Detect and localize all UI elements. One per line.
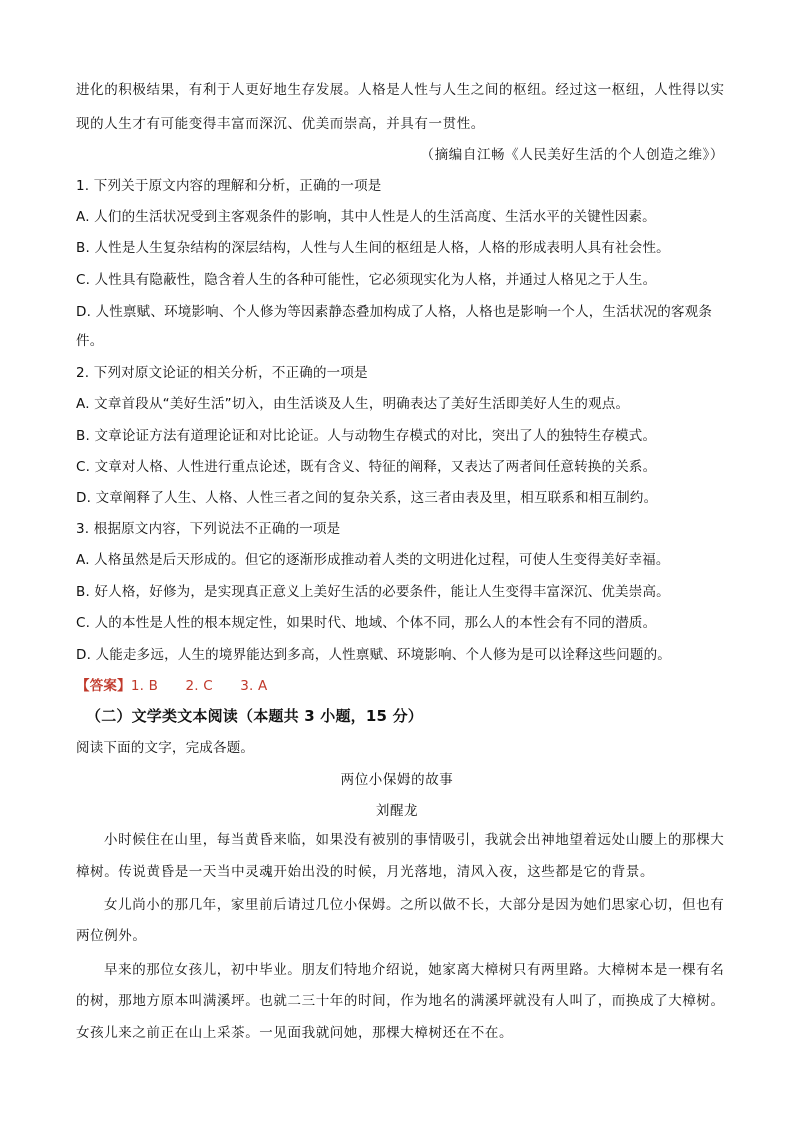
section-instruction: 阅读下面的文字，完成各题。 [76,740,255,756]
question-1-option-a: A. 人们的生活状况受到主客观条件的影响，其中人性是人的生活高度、生活水平的关键性因素。 [76,209,656,225]
question-2-stem: 2. 下列对原文论证的相关分析，不正确的一项是 [76,365,368,381]
answer-line [76,676,267,696]
question-2-option-c: C. 文章对人格、人性进行重点论述，既有含义、特征的阐释，又表达了两者间任意转换的关系。 [76,459,657,475]
question-3-option-a: A. 人格虽然是后天形成的。但它的逐渐形成推动着人类的文明进化过程，可使人生变得美好幸福。 [76,552,670,568]
story-paragraph-line: 女儿尚小的那几年，家里前后请过几位小保姆。之所以做不长，大部分是因为她们思家心切，但也有 [104,897,725,913]
question-2-option-a: A. 文章首段从“美好生活”切入，由生活谈及人生，明确表达了美好生活即美好人生的观点。 [76,396,630,412]
answer-values: 1. B 2. C 3. A [130,678,268,694]
section-title: （二）文学类文本阅读（本题共 3 小题，15 分） [86,707,423,725]
story-paragraph-line: 两位例外。 [76,928,147,944]
story-paragraph-line: 樟树。传说黄昏是一天当中灵魂开始出没的时候，月光落地，清风入夜，这些都是它的背景。 [76,864,655,880]
passage-line: 进化的积极结果，有利于人更好地生存发展。人格是人性与人生之间的枢纽。经过这一枢纽，人性得以实 [76,82,725,98]
story-paragraph-line: 女孩儿来之前正在山上采茶。一见面我就问她，那棵大樟树还在不在。 [76,1025,514,1041]
question-1-option-b: B. 人性是人生复杂结构的深层结构，人性与人生间的枢纽是人格，人格的形成表明人具有社会性。 [76,240,670,256]
question-1-stem: 1. 下列关于原文内容的理解和分析，正确的一项是 [76,178,382,194]
question-3-option-c: C. 人的本性是人性的根本规定性，如果时代、地域、个体不同，那么人的本性会有不同的潜质。 [76,615,657,631]
story-title: 两位小保姆的故事 [340,772,454,788]
story-author: 刘醒龙 [375,803,419,819]
answer-tag: 【答案】 [76,678,131,694]
story-paragraph-line: 的树，那地方原本叫满溪坪。也就二三十年的时间，作为地名的满溪坪就没有人叫了，而换成了大樟树。 [76,993,725,1009]
question-2-option-d: D. 文章阐释了人生、人格、人性三者之间的复杂关系，这三者由表及里，相互联系和相互制约。 [76,490,658,506]
passage-source: （摘编自江畅《人民美好生活的个人创造之维》） [420,147,724,163]
story-paragraph-line: 小时候住在山里，每当黄昏来临，如果没有被别的事情吸引，我就会出神地望着远处山腰上的那棵大 [104,832,725,848]
question-2-option-b: B. 文章论证方法有道理论证和对比论证。人与动物生存模式的对比，突出了人的独特生存模式。 [76,428,657,444]
story-paragraph-line: 早来的那位女孩儿，初中毕业。朋友们特地介绍说，她家离大樟树只有两里路。大樟树本是一棵有名 [104,962,725,978]
question-3-option-d: D. 人能走多远，人生的境界能达到多高，人性禀赋、环境影响、个人修为是可以诠释这些问题的。 [76,647,671,663]
question-1-option-d-cont: 件。 [76,333,104,349]
passage-line: 现的人生才有可能变得丰富而深沉、优美而崇高，并具有一贯性。 [76,116,485,132]
question-3-stem: 3. 根据原文内容，下列说法不正确的一项是 [76,521,341,537]
question-1-option-d: D. 人性禀赋、环境影响、个人修为等因素静态叠加构成了人格，人格也是影响一个人，生活状况的客观条 [76,304,713,320]
question-1-option-c: C. 人性具有隐蔽性，隐含着人生的各种可能性，它必须现实化为人格，并通过人格见之于人生。 [76,272,657,288]
question-3-option-b: B. 好人格，好修为，是实现真正意义上美好生活的必要条件，能让人生变得丰富深沉、优美崇高。 [76,584,670,600]
